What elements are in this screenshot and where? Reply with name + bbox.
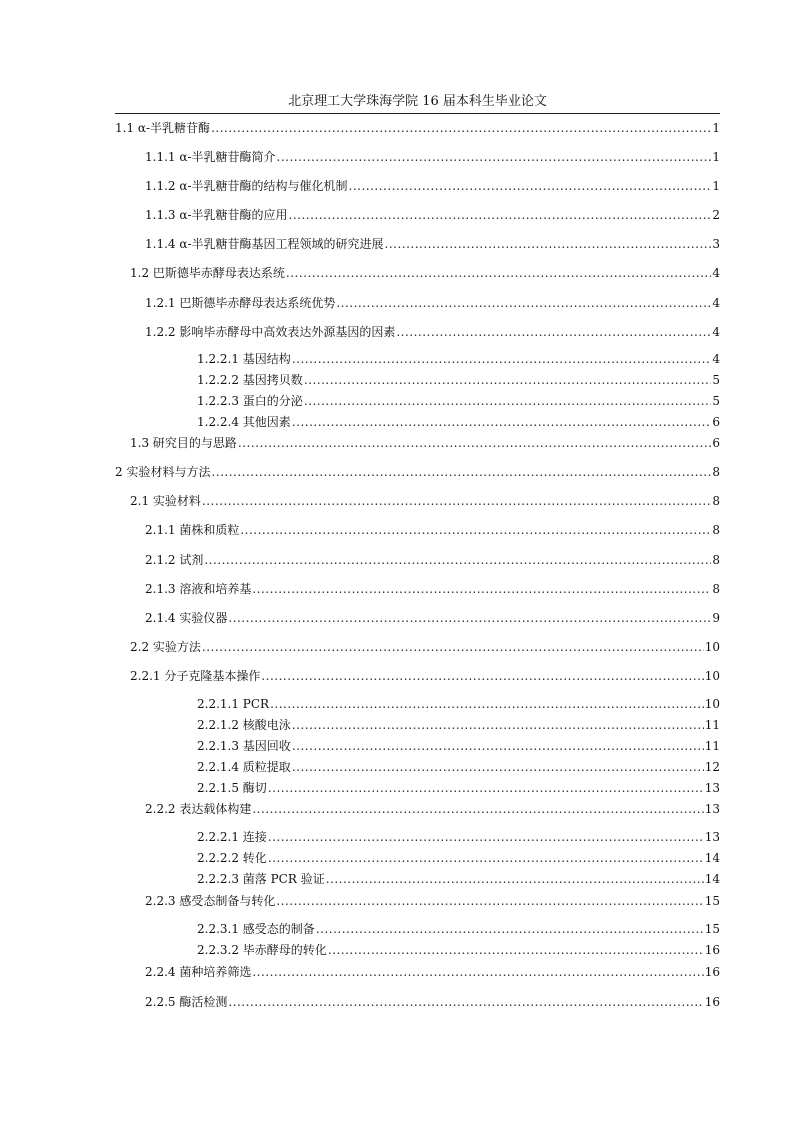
toc-entry-title: 2.2.1.2 核酸电泳 [197, 718, 291, 732]
toc-entry-title: 1.1.3 α-半乳糖苷酶的应用 [145, 208, 288, 222]
toc-entry-title: 2.2.1.5 酶切 [197, 781, 267, 795]
toc-entry-page: 8 [712, 523, 720, 537]
toc-entry-page: 16 [704, 965, 720, 979]
toc-entry[interactable] [197, 717, 720, 733]
toc-entry[interactable] [115, 120, 720, 136]
toc-leader [261, 668, 703, 684]
toc-leader [316, 921, 704, 937]
toc-leader [270, 696, 704, 712]
toc-leader [289, 207, 712, 223]
toc-entry-page: 4 [712, 296, 720, 310]
toc-entry-page: 16 [704, 995, 720, 1009]
toc-entry-title: 2.1.4 实验仪器 [145, 611, 228, 625]
toc-entry-title: 2.2.1 分子克隆基本操作 [130, 669, 261, 683]
toc-entry-page: 1 [712, 150, 720, 164]
toc-entry-page: 8 [712, 582, 720, 596]
toc-leader [396, 324, 711, 340]
toc-leader [252, 801, 703, 817]
toc-entry-title: 1.2.2 影响毕赤酵母中高效表达外源基因的因素 [145, 325, 396, 339]
toc-entry-title: 2.1.2 试剂 [145, 553, 204, 567]
toc-leader [268, 850, 704, 866]
toc-entry[interactable] [145, 581, 720, 597]
toc-entry-title: 2.1 实验材料 [130, 494, 201, 508]
toc-entry[interactable] [197, 759, 720, 775]
toc-entry-page: 4 [712, 325, 720, 339]
toc-entry[interactable] [130, 639, 720, 655]
toc-entry-page: 12 [704, 760, 720, 774]
toc-entry[interactable] [145, 964, 720, 980]
toc-entry-page: 16 [704, 943, 720, 957]
toc-entry-title: 1.2.1 巴斯德毕赤酵母表达系统优势 [145, 296, 336, 310]
toc-entry[interactable] [197, 829, 720, 845]
toc-leader [211, 120, 711, 136]
toc-entry-title: 2.2.2.1 连接 [197, 830, 267, 844]
toc-entry-page: 13 [704, 830, 720, 844]
toc-entry-title: 2.2.1.4 质粒提取 [197, 760, 291, 774]
toc-entry-page: 11 [704, 739, 720, 753]
toc-entry-page: 10 [704, 669, 720, 683]
toc-leader [211, 464, 711, 480]
toc-entry[interactable] [197, 850, 720, 866]
toc-entry[interactable] [145, 801, 720, 817]
toc-entry-title: 2.2.3.2 毕赤酵母的转化 [197, 943, 327, 957]
toc-entry[interactable] [197, 738, 720, 754]
toc-entry-title: 2.2.2.2 转化 [197, 851, 267, 865]
toc-entry[interactable] [145, 893, 720, 909]
toc-entry-page: 10 [704, 697, 720, 711]
toc-entry-page: 15 [704, 922, 720, 936]
toc-leader [328, 942, 704, 958]
toc-leader [304, 393, 712, 409]
toc-entry-page: 6 [712, 415, 720, 429]
toc-leader [286, 265, 711, 281]
toc-entry-title: 2.2.2.3 菌落 PCR 验证 [197, 872, 325, 886]
toc-leader [326, 871, 704, 887]
toc-entry-title: 1.1 α-半乳糖苷酶 [115, 121, 211, 135]
toc-entry-page: 15 [704, 894, 720, 908]
toc-leader [240, 522, 711, 538]
toc-entry-title: 1.1.4 α-半乳糖苷酶基因工程领域的研究进展 [145, 237, 384, 251]
toc-entry[interactable] [197, 393, 720, 409]
toc-leader [252, 581, 711, 597]
header-title: 北京理工大学珠海学院 16 届本科生毕业论文 [288, 94, 547, 109]
toc-leader [292, 759, 704, 775]
toc-entry[interactable] [145, 610, 720, 626]
toc-entry[interactable] [197, 921, 720, 937]
toc-entry-page: 1 [712, 179, 720, 193]
toc-entry[interactable] [197, 372, 720, 388]
toc-entry-page: 14 [704, 851, 720, 865]
toc-entry-title: 2 实验材料与方法 [115, 465, 211, 479]
toc-entry-title: 1.2.2.2 基因拷贝数 [197, 373, 303, 387]
toc-leader [349, 178, 712, 194]
toc-leader [268, 829, 704, 845]
toc-leader [204, 552, 711, 568]
toc-entry-title: 1.3 研究目的与思路 [130, 436, 237, 450]
toc-entry-page: 8 [712, 494, 720, 508]
toc-leader [202, 493, 711, 509]
toc-leader [336, 295, 711, 311]
toc-leader [268, 780, 704, 796]
toc-entry-title: 2.2.2 表达载体构建 [145, 802, 252, 816]
toc-entry-page: 5 [712, 373, 720, 387]
toc-entry[interactable] [145, 178, 720, 194]
toc-entry-page: 13 [704, 781, 720, 795]
toc-entry-title: 2.1.1 菌株和质粒 [145, 523, 240, 537]
toc-entry-title: 1.2 巴斯德毕赤酵母表达系统 [130, 266, 285, 280]
toc-entry-page: 4 [712, 266, 720, 280]
toc-entry-page: 8 [712, 465, 720, 479]
toc-leader [276, 893, 703, 909]
toc-entry-page: 10 [704, 640, 720, 654]
toc-entry-title: 1.1.2 α-半乳糖苷酶的结构与催化机制 [145, 179, 348, 193]
toc-leader [238, 435, 711, 451]
toc-entry[interactable] [145, 324, 720, 340]
toc-entry-title: 2.2.4 菌种培养筛选 [145, 965, 252, 979]
toc-entry[interactable] [197, 780, 720, 796]
toc-entry[interactable] [130, 493, 720, 509]
toc-entry[interactable] [145, 207, 720, 223]
toc-entry[interactable] [130, 435, 720, 451]
toc-entry[interactable] [197, 351, 720, 367]
toc-entry-page: 2 [712, 208, 720, 222]
toc-entry[interactable] [145, 149, 720, 165]
toc-entry[interactable] [145, 236, 720, 252]
toc-entry-page: 11 [704, 718, 720, 732]
toc-entry[interactable] [197, 414, 720, 430]
toc-leader [385, 236, 712, 252]
toc-entry[interactable] [145, 522, 720, 538]
toc-entry[interactable] [130, 668, 720, 684]
toc-leader [202, 639, 704, 655]
toc-entry[interactable] [130, 265, 720, 281]
toc-entry-page: 4 [712, 352, 720, 366]
toc-leader [304, 372, 712, 388]
toc-entry-title: 1.1.1 α-半乳糖苷酶简介 [145, 150, 276, 164]
toc-entry[interactable] [145, 994, 720, 1010]
toc-entry[interactable] [115, 464, 720, 480]
toc-entry-page: 9 [712, 611, 720, 625]
toc-leader [292, 717, 704, 733]
toc-leader [292, 351, 712, 367]
toc-entry-title: 2.2.1.1 PCR [197, 697, 270, 711]
toc-entry-title: 1.2.2.4 其他因素 [197, 415, 291, 429]
toc-entry-title: 2.2 实验方法 [130, 640, 201, 654]
toc-entry-title: 2.2.3 感受态制备与转化 [145, 894, 276, 908]
toc-leader [228, 610, 711, 626]
toc-entry[interactable] [197, 696, 720, 712]
toc-entry-title: 1.2.2.1 基因结构 [197, 352, 291, 366]
toc-entry-page: 6 [712, 436, 720, 450]
toc-entry[interactable] [145, 552, 720, 568]
toc-entry[interactable] [197, 871, 720, 887]
toc-entry-page: 1 [712, 121, 720, 135]
toc-entry-page: 5 [712, 394, 720, 408]
toc-entry-page: 3 [712, 237, 720, 251]
toc-leader [292, 414, 712, 430]
toc-entry-page: 8 [712, 553, 720, 567]
toc-entry-title: 1.2.2.3 蛋白的分泌 [197, 394, 303, 408]
toc-entry-title: 2.2.3.1 感受态的制备 [197, 922, 315, 936]
toc-entry[interactable] [145, 295, 720, 311]
toc-leader [292, 738, 704, 754]
toc-entry[interactable] [197, 942, 720, 958]
toc-entry-title: 2.2.1.3 基因回收 [197, 739, 291, 753]
toc-entry-page: 13 [704, 802, 720, 816]
toc-leader [277, 149, 712, 165]
toc-entry-title: 2.2.5 酶活检测 [145, 995, 228, 1009]
toc-leader [252, 964, 703, 980]
toc-entry-title: 2.1.3 溶液和培养基 [145, 582, 252, 596]
toc-entry-page: 14 [704, 872, 720, 886]
toc-leader [228, 994, 703, 1010]
